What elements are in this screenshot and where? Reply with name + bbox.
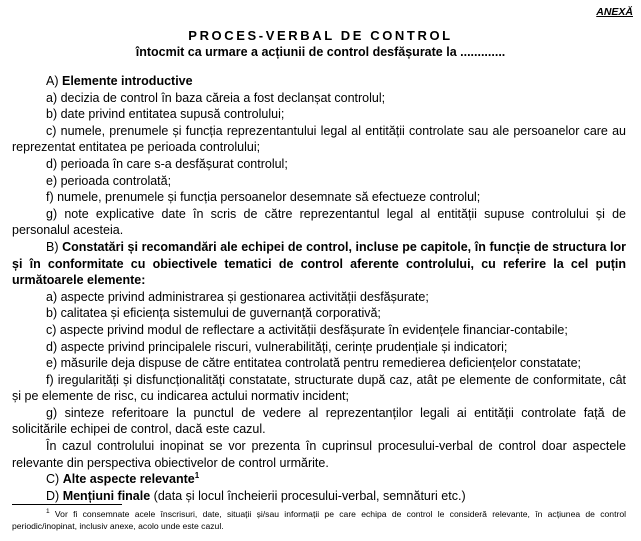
section-b-note: În cazul controlului inopinat se vor prezenta în cuprinsul procesului-verbal de control doar aspectele relevante din perspectiva obiectivelor de control urmărite. — [12, 439, 626, 470]
section-c-title — [63, 472, 199, 486]
section-a-item-c: c) numele, prenumele și funcția reprezentantului legal al entității controlate sau ale persoanelor care au reprezentat entitatea pe perioada controlului; — [12, 123, 626, 155]
section-a-item-g: g) note explicative date în scris de către reprezentantul legal al entității supuse controlului și de personalul acesteia. — [12, 206, 626, 238]
section-a-letter: A) — [46, 74, 59, 88]
section-b-item-d: d) aspecte privind principalele riscuri, vulnerabilități, cerințe prudențiale și indicatori; — [46, 339, 508, 354]
section-c-title-text: Alte aspecte relevante — [62, 472, 195, 487]
section-c-letter: C) — [46, 472, 60, 487]
section-a-item-f: f) numele, prenumele și funcția persoanelor desemnate să efectueze controlul; — [46, 190, 481, 205]
document-body — [12, 73, 626, 504]
section-c-heading — [12, 471, 626, 488]
section-d-letter: D) — [46, 488, 60, 503]
section-b-item-c: c) aspecte privind modul de reflectare a activității desfășurate în evidențele financiar-contabile; — [46, 322, 568, 337]
footnote — [12, 509, 626, 532]
footnote-text: Vor fi consemnate acele înscrisuri, date, situații și/sau informații pe care echipa de control le consideră relevante, în acțiunea de control periodic/inopinat, inclusiv anexe, acolo unde este cazul. — [12, 509, 627, 531]
section-b-item-a: a) aspecte privind administrarea și gestionarea activității desfășurate; — [46, 289, 429, 304]
document-title: PROCES-VERBAL DE CONTROL — [188, 28, 453, 43]
section-a-item-d: d) perioada în care s-a desfășurat controlul; — [46, 156, 288, 171]
section-d-title: Mențiuni finale — [62, 488, 151, 503]
section-a-title: Elemente introductive — [61, 74, 193, 88]
section-b-item-e: e) măsurile deja dispuse de către entitatea controlată pentru remedierea deficiențelor constatate; — [46, 356, 582, 371]
section-b-item-f: f) iregularități și disfuncționalități constatate, structurate după caz, atât pe elemente de conformitate, cât și pe elemente de risc, cu indicarea actului normativ incident; — [12, 372, 626, 404]
footnote-separator — [12, 504, 122, 505]
footnote-reference: 1 — [194, 471, 200, 481]
section-b-letter: B) — [46, 239, 59, 254]
section-d-heading — [12, 488, 626, 505]
section-a-heading — [12, 73, 626, 90]
section-b-heading — [12, 239, 626, 289]
section-b-title: Constatări și recomandări ale echipei de control, incluse pe capitole, în funcție de structura lor și în conformitate cu obiectivele tematici de control aferente controlului, cu referire la cel puțin următoarele elemente: — [12, 239, 627, 288]
footnote-text-paragraph — [12, 509, 626, 532]
footnote-mark: 1 — [46, 508, 50, 516]
section-d-detail: (data și locul încheierii procesului-verbal, semnături etc.) — [153, 488, 466, 503]
document-subtitle: întocmit ca urmare a acțiunii de control desfășurate la ............. — [135, 45, 506, 59]
section-a-item-a: a) decizia de control în baza căreia a fost declanșat controlul; — [46, 90, 386, 105]
section-b-item-g: g) sinteze referitoare la punctul de vedere al reprezentanților legali ai entității controlate față de solicitările echipei de control, dacă este cazul. — [12, 405, 626, 437]
section-a-item-b: b) date privind entitatea supusă controlului; — [46, 107, 285, 122]
annex-label: ANEXĂ — [596, 6, 633, 18]
section-b-item-b: b) calitatea și eficiența sistemului de guvernanță corporativă; — [46, 306, 381, 321]
section-a-item-e: e) perioada controlată; — [46, 173, 172, 188]
